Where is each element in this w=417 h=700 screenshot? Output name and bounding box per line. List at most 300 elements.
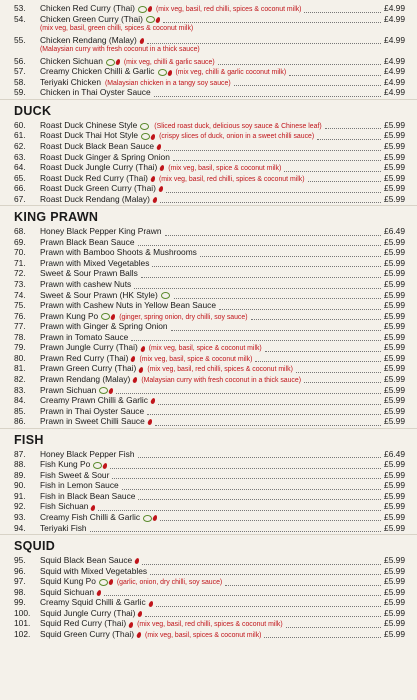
item-name: Chicken Rendang (Malay) bbox=[40, 34, 137, 45]
item-number: 89. bbox=[14, 469, 26, 480]
menu-item-description-line bbox=[0, 45, 417, 56]
menu-item bbox=[0, 290, 417, 301]
item-icons bbox=[148, 417, 152, 428]
veg-icon bbox=[161, 292, 170, 299]
item-price: £5.99 bbox=[384, 151, 405, 162]
item-name: Fish Sweet & Sour bbox=[40, 469, 110, 480]
item-name: Squid Sichuan bbox=[40, 586, 95, 597]
dot-leader bbox=[160, 519, 381, 521]
chili-icon bbox=[152, 515, 158, 522]
item-name: Roast Duck Jungle Curry (Thai) bbox=[40, 162, 158, 173]
item-name: Prawn Black Bean Sauce bbox=[40, 236, 135, 247]
chili-icon bbox=[140, 345, 146, 352]
item-name: Roast Duck Rendang (Malay) bbox=[40, 193, 150, 204]
dot-leader bbox=[200, 255, 381, 257]
item-price: £5.99 bbox=[384, 130, 405, 141]
item-price: £5.99 bbox=[384, 565, 405, 576]
menu-item bbox=[0, 14, 417, 25]
item-price: £5.99 bbox=[384, 586, 405, 597]
section-heading: FISH bbox=[0, 427, 417, 449]
item-price: £5.99 bbox=[384, 607, 405, 618]
menu-item bbox=[0, 555, 417, 566]
item-icons bbox=[157, 142, 161, 153]
item-description: (mix veg, basil, red chilli, spices & coconut milk) bbox=[147, 366, 293, 374]
dot-leader bbox=[131, 339, 381, 341]
menu-item bbox=[0, 629, 417, 640]
chili-icon bbox=[136, 632, 142, 639]
item-price: £5.99 bbox=[384, 490, 405, 501]
dot-leader bbox=[234, 84, 381, 86]
item-price: £5.99 bbox=[384, 172, 405, 183]
dot-leader bbox=[171, 329, 381, 331]
dot-leader bbox=[152, 265, 381, 267]
item-name: Squid Green Curry (Thai) bbox=[40, 628, 135, 639]
menu-item bbox=[0, 597, 417, 608]
item-name: Teriyaki Chicken bbox=[40, 76, 101, 87]
item-number: 72. bbox=[14, 268, 26, 279]
menu-item bbox=[0, 162, 417, 173]
menu-item bbox=[0, 77, 417, 88]
dot-leader bbox=[145, 615, 381, 617]
item-name: Prawn Sichuan bbox=[40, 384, 97, 395]
item-name: Squid Red Curry (Thai) bbox=[40, 618, 127, 629]
item-number: 56. bbox=[14, 55, 26, 66]
menu-item bbox=[0, 173, 417, 184]
menu-item bbox=[0, 56, 417, 67]
dot-leader bbox=[138, 244, 382, 246]
chili-icon bbox=[152, 197, 158, 204]
item-price: £5.99 bbox=[384, 501, 405, 512]
dot-leader bbox=[225, 584, 381, 586]
item-price: £4.99 bbox=[384, 76, 405, 87]
item-name: Chicken Green Curry (Thai) bbox=[40, 13, 143, 24]
item-description: (Malaysian curry with fresh coconut in a thick sauce) bbox=[141, 376, 302, 384]
item-price: £4.99 bbox=[384, 55, 405, 66]
item-number: 63. bbox=[14, 151, 26, 162]
item-price: £5.99 bbox=[384, 416, 405, 427]
item-name: Squid Kung Po bbox=[40, 576, 96, 587]
dot-leader bbox=[219, 308, 381, 310]
item-name: Roast Duck Chinese Style bbox=[40, 119, 138, 130]
menu-item bbox=[0, 566, 417, 577]
chili-icon bbox=[147, 6, 153, 13]
item-number: 90. bbox=[14, 480, 26, 491]
menu-item bbox=[0, 608, 417, 619]
item-name: Sweet & Sour Prawn Balls bbox=[40, 268, 138, 279]
item-name: Roast Duck Red Curry (Thai) bbox=[40, 172, 148, 183]
item-price: £5.99 bbox=[384, 405, 405, 416]
menu-item bbox=[0, 512, 417, 523]
item-number: 67. bbox=[14, 193, 26, 204]
item-name: Squid Black Bean Sauce bbox=[40, 555, 133, 566]
item-icons bbox=[131, 353, 135, 364]
item-price: £6.49 bbox=[384, 226, 405, 237]
item-description: (garlic, onion, dry chilli, soy sauce) bbox=[116, 579, 223, 587]
chili-icon bbox=[148, 600, 154, 607]
item-number: 82. bbox=[14, 373, 26, 384]
dot-leader bbox=[165, 234, 382, 236]
item-name: Fish Kung Po bbox=[40, 459, 91, 470]
veg-icon bbox=[99, 387, 108, 394]
item-price: £5.99 bbox=[384, 352, 405, 363]
item-name: Chicken in Thai Oyster Sauce bbox=[40, 87, 151, 98]
item-number: 88. bbox=[14, 459, 26, 470]
menu-item bbox=[0, 300, 417, 311]
item-description: (mix veg, basil, red chilli, spices & coconut milk) bbox=[137, 621, 283, 629]
item-icons bbox=[99, 577, 113, 588]
item-name: Prawn Red Curry (Thai) bbox=[40, 352, 129, 363]
dot-leader bbox=[296, 371, 381, 373]
veg-icon bbox=[143, 515, 152, 522]
item-icons bbox=[151, 396, 155, 407]
chili-icon bbox=[155, 16, 161, 23]
item-icons bbox=[161, 290, 171, 301]
menu-item bbox=[0, 587, 417, 598]
item-name: Chicken Red Curry (Thai) bbox=[40, 3, 135, 13]
item-number: 93. bbox=[14, 511, 26, 522]
item-number: 94. bbox=[14, 522, 26, 533]
item-number: 65. bbox=[14, 172, 26, 183]
menu-item bbox=[0, 618, 417, 629]
dot-leader bbox=[154, 95, 381, 97]
item-price: £4.99 bbox=[384, 13, 405, 24]
item-price: £5.99 bbox=[384, 289, 405, 300]
item-name: Honey Black Pepper King Prawn bbox=[40, 226, 162, 237]
chili-icon bbox=[159, 165, 165, 172]
item-number: 57. bbox=[14, 66, 26, 77]
item-name: Prawn with Bamboo Shoots & Mushrooms bbox=[40, 247, 197, 258]
dot-leader bbox=[112, 477, 381, 479]
item-price: £5.99 bbox=[384, 459, 405, 470]
item-number: 87. bbox=[14, 448, 26, 459]
item-name: Prawn Rendang (Malay) bbox=[40, 373, 131, 384]
dot-leader bbox=[160, 201, 381, 203]
menu-item bbox=[0, 416, 417, 427]
chili-icon bbox=[108, 579, 114, 586]
item-icons bbox=[97, 587, 101, 598]
chili-icon bbox=[158, 186, 164, 193]
menu-item bbox=[0, 406, 417, 417]
item-number: 85. bbox=[14, 405, 26, 416]
item-name: Creamy Prawn Chilli & Garlic bbox=[40, 395, 148, 406]
item-description: (mix veg, chilli & garlic sauce) bbox=[123, 58, 215, 66]
menu-item bbox=[0, 237, 417, 248]
item-name: Roast Duck Ginger & Spring Onion bbox=[40, 151, 170, 162]
dot-leader bbox=[141, 276, 381, 278]
item-name: Sweet & Sour Prawn (HK Style) bbox=[40, 289, 158, 300]
item-name: Roast Duck Thai Hot Style bbox=[40, 130, 139, 141]
item-description: (mix veg, basil, spices & coconut milk) bbox=[145, 631, 262, 639]
item-number: 62. bbox=[14, 141, 26, 152]
item-number: 53. bbox=[14, 3, 26, 13]
dot-leader bbox=[104, 594, 381, 596]
item-name: Chicken Sichuan bbox=[40, 55, 103, 66]
item-icons bbox=[139, 364, 143, 375]
item-price: £5.99 bbox=[384, 183, 405, 194]
dot-leader bbox=[264, 636, 381, 638]
item-description: (mix veg, basil, green chilli, spices & coconut milk) bbox=[40, 25, 194, 33]
chili-icon bbox=[156, 144, 162, 151]
menu-item bbox=[0, 35, 417, 46]
menu-item bbox=[0, 183, 417, 194]
item-icons bbox=[146, 14, 160, 25]
menu-item-description-line bbox=[0, 24, 417, 35]
menu-item bbox=[0, 87, 417, 98]
item-number: 100. bbox=[14, 607, 31, 618]
item-price: £5.99 bbox=[384, 162, 405, 173]
menu-item bbox=[0, 363, 417, 374]
dot-leader bbox=[173, 159, 381, 161]
menu-item bbox=[0, 120, 417, 131]
item-name: Fish Sichuan bbox=[40, 501, 89, 512]
dot-leader bbox=[163, 21, 381, 23]
menu-item bbox=[0, 501, 417, 512]
chili-icon bbox=[108, 387, 114, 394]
item-description: (Sliced roast duck, delicious soy sauce & Chinese leaf) bbox=[154, 122, 322, 130]
dot-leader bbox=[134, 287, 381, 289]
item-number: 83. bbox=[14, 384, 26, 395]
item-price: £5.99 bbox=[384, 555, 405, 566]
item-number: 98. bbox=[14, 586, 26, 597]
chili-icon bbox=[138, 366, 144, 373]
chili-icon bbox=[96, 589, 102, 596]
dot-leader bbox=[289, 74, 381, 76]
chili-icon bbox=[132, 377, 138, 384]
dot-leader bbox=[158, 403, 381, 405]
chili-icon bbox=[167, 69, 173, 76]
dot-leader bbox=[138, 498, 381, 500]
item-name: Prawn Jungle Curry (Thai) bbox=[40, 342, 138, 353]
item-price: £5.99 bbox=[384, 373, 405, 384]
item-price: £5.99 bbox=[384, 119, 405, 130]
veg-icon bbox=[101, 313, 110, 320]
item-price: £5.99 bbox=[384, 193, 405, 204]
menu-item bbox=[0, 3, 417, 14]
chili-icon bbox=[150, 398, 156, 405]
veg-icon bbox=[99, 579, 108, 586]
item-icons bbox=[106, 56, 120, 67]
item-price: £4.99 bbox=[384, 66, 405, 77]
item-name: Roast Duck Green Curry (Thai) bbox=[40, 183, 156, 194]
item-price: £5.99 bbox=[384, 141, 405, 152]
item-number: 96. bbox=[14, 565, 26, 576]
item-number: 76. bbox=[14, 310, 26, 321]
item-price: £5.99 bbox=[384, 576, 405, 587]
chili-icon bbox=[102, 462, 108, 469]
item-number: 60. bbox=[14, 119, 26, 130]
dot-leader bbox=[286, 626, 381, 628]
dot-leader bbox=[98, 509, 381, 511]
item-icons bbox=[135, 556, 139, 567]
chili-icon bbox=[139, 37, 145, 44]
item-number: 79. bbox=[14, 342, 26, 353]
item-number: 61. bbox=[14, 130, 26, 141]
veg-icon bbox=[106, 59, 115, 66]
dot-leader bbox=[174, 297, 381, 299]
item-name: Creamy Squid Chilli & Garlic bbox=[40, 597, 146, 608]
menu-item bbox=[0, 470, 417, 481]
item-number: 81. bbox=[14, 363, 26, 374]
dot-leader bbox=[147, 42, 381, 44]
chili-icon bbox=[110, 313, 116, 320]
item-icons bbox=[91, 502, 95, 513]
item-number: 69. bbox=[14, 236, 26, 247]
item-number: 68. bbox=[14, 226, 26, 237]
menu-item bbox=[0, 66, 417, 77]
item-icons bbox=[149, 598, 153, 609]
item-icons bbox=[140, 35, 144, 46]
item-price: £5.99 bbox=[384, 321, 405, 332]
dot-leader bbox=[147, 413, 381, 415]
item-name: Roast Duck Black Bean Sauce bbox=[40, 141, 155, 152]
veg-icon bbox=[146, 16, 155, 23]
menu-item bbox=[0, 279, 417, 290]
item-name: Creamy Chicken Chilli & Garlic bbox=[40, 66, 155, 77]
dot-leader bbox=[317, 138, 381, 140]
item-price: £5.99 bbox=[384, 342, 405, 353]
dot-leader bbox=[255, 360, 381, 362]
item-number: 54. bbox=[14, 13, 26, 24]
item-name: Prawn with cashew Nuts bbox=[40, 279, 132, 290]
item-name: Creamy Fish Chilli & Garlic bbox=[40, 511, 141, 522]
item-description: (mix veg, basil, red chilli, spices & coconut milk) bbox=[158, 175, 305, 183]
menu-item bbox=[0, 449, 417, 460]
veg-icon bbox=[140, 123, 149, 130]
veg-icon bbox=[138, 6, 147, 13]
item-name: Squid with Mixed Vegetables bbox=[40, 565, 148, 576]
item-name: Prawn Kung Po bbox=[40, 310, 99, 321]
item-icons bbox=[93, 460, 107, 471]
dot-leader bbox=[265, 350, 381, 352]
menu-item bbox=[0, 194, 417, 205]
menu-item bbox=[0, 247, 417, 258]
item-price: £5.99 bbox=[384, 331, 405, 342]
dot-leader bbox=[325, 127, 381, 129]
item-number: 73. bbox=[14, 279, 26, 290]
item-price: £5.99 bbox=[384, 268, 405, 279]
menu-item bbox=[0, 385, 417, 396]
menu-item bbox=[0, 226, 417, 237]
item-description: (ginger, spring onion, dry chilli, soy sauce) bbox=[119, 313, 248, 321]
chili-icon bbox=[138, 611, 144, 618]
chili-icon bbox=[134, 558, 140, 565]
item-name: Fish in Lemon Sauce bbox=[40, 480, 119, 491]
item-price: £5.99 bbox=[384, 395, 405, 406]
veg-icon bbox=[141, 133, 150, 140]
item-price: £5.99 bbox=[384, 469, 405, 480]
section-heading: KING PRAWN bbox=[0, 204, 417, 226]
item-icons bbox=[138, 608, 142, 619]
item-number: 101. bbox=[14, 618, 31, 629]
item-number: 80. bbox=[14, 352, 26, 363]
dot-leader bbox=[110, 467, 381, 469]
item-number: 66. bbox=[14, 183, 26, 194]
item-description: (Malaysian curry with fresh coconut in a thick sauce) bbox=[40, 46, 200, 54]
item-number: 59. bbox=[14, 87, 26, 98]
item-price: £5.99 bbox=[384, 236, 405, 247]
dot-leader bbox=[166, 191, 381, 193]
menu-item bbox=[0, 459, 417, 470]
item-icons bbox=[159, 184, 163, 195]
dot-leader bbox=[155, 424, 381, 426]
dot-leader bbox=[164, 149, 381, 151]
item-price: £5.99 bbox=[384, 511, 405, 522]
menu-item bbox=[0, 374, 417, 385]
item-number: 91. bbox=[14, 490, 26, 501]
item-number: 95. bbox=[14, 555, 26, 566]
item-price: £4.99 bbox=[384, 34, 405, 45]
item-price: £4.99 bbox=[384, 3, 405, 13]
chili-icon bbox=[150, 175, 156, 182]
menu-item bbox=[0, 576, 417, 587]
item-price: £5.99 bbox=[384, 300, 405, 311]
dot-leader bbox=[284, 170, 381, 172]
item-icons bbox=[160, 163, 164, 174]
item-icons bbox=[99, 385, 113, 396]
item-price: £5.99 bbox=[384, 279, 405, 290]
item-icons bbox=[137, 629, 141, 640]
veg-icon bbox=[158, 69, 167, 76]
item-number: 97. bbox=[14, 576, 26, 587]
item-price: £5.99 bbox=[384, 257, 405, 268]
menu-item bbox=[0, 311, 417, 322]
item-price: £5.99 bbox=[384, 247, 405, 258]
chili-icon bbox=[91, 504, 97, 511]
item-number: 92. bbox=[14, 501, 26, 512]
item-name: Fish in Black Bean Sauce bbox=[40, 490, 136, 501]
menu-item bbox=[0, 480, 417, 491]
item-number: 75. bbox=[14, 300, 26, 311]
dot-leader bbox=[142, 563, 381, 565]
item-name: Teriyaki Fish bbox=[40, 522, 87, 533]
dot-leader bbox=[122, 488, 381, 490]
item-icons bbox=[141, 131, 155, 142]
item-price: £5.99 bbox=[384, 522, 405, 533]
dot-leader bbox=[308, 180, 382, 182]
item-icons bbox=[158, 67, 172, 78]
menu-item bbox=[0, 321, 417, 332]
item-name: Prawn in Sweet Chilli Sauce bbox=[40, 416, 145, 427]
item-number: 58. bbox=[14, 76, 26, 87]
item-number: 102. bbox=[14, 628, 31, 639]
chili-icon bbox=[131, 356, 137, 363]
item-icons bbox=[101, 311, 115, 322]
menu-item bbox=[0, 130, 417, 141]
menu-item bbox=[0, 268, 417, 279]
item-number: 78. bbox=[14, 331, 26, 342]
dot-leader bbox=[304, 381, 381, 383]
item-description: (mix veg, basil, spice & coconut milk) bbox=[139, 355, 253, 363]
menu-item bbox=[0, 523, 417, 534]
dot-leader bbox=[90, 530, 381, 532]
item-icons bbox=[151, 173, 155, 184]
item-description: (mix veg, basil, spice & coconut milk) bbox=[148, 345, 262, 353]
menu-item bbox=[0, 491, 417, 502]
dot-leader bbox=[251, 318, 382, 320]
dot-leader bbox=[304, 11, 381, 13]
chili-icon bbox=[150, 133, 156, 140]
item-number: 86. bbox=[14, 416, 26, 427]
item-icons bbox=[140, 120, 150, 131]
item-number: 70. bbox=[14, 247, 26, 258]
menu-item bbox=[0, 353, 417, 364]
item-name: Prawn in Thai Oyster Sauce bbox=[40, 405, 145, 416]
item-price: £4.99 bbox=[384, 87, 405, 98]
item-name: Prawn with Mixed Vegetables bbox=[40, 257, 150, 268]
item-icons bbox=[153, 194, 157, 205]
item-description: (crispy slices of duck, onion in a sweet chilli sauce) bbox=[159, 133, 315, 141]
item-number: 77. bbox=[14, 321, 26, 332]
